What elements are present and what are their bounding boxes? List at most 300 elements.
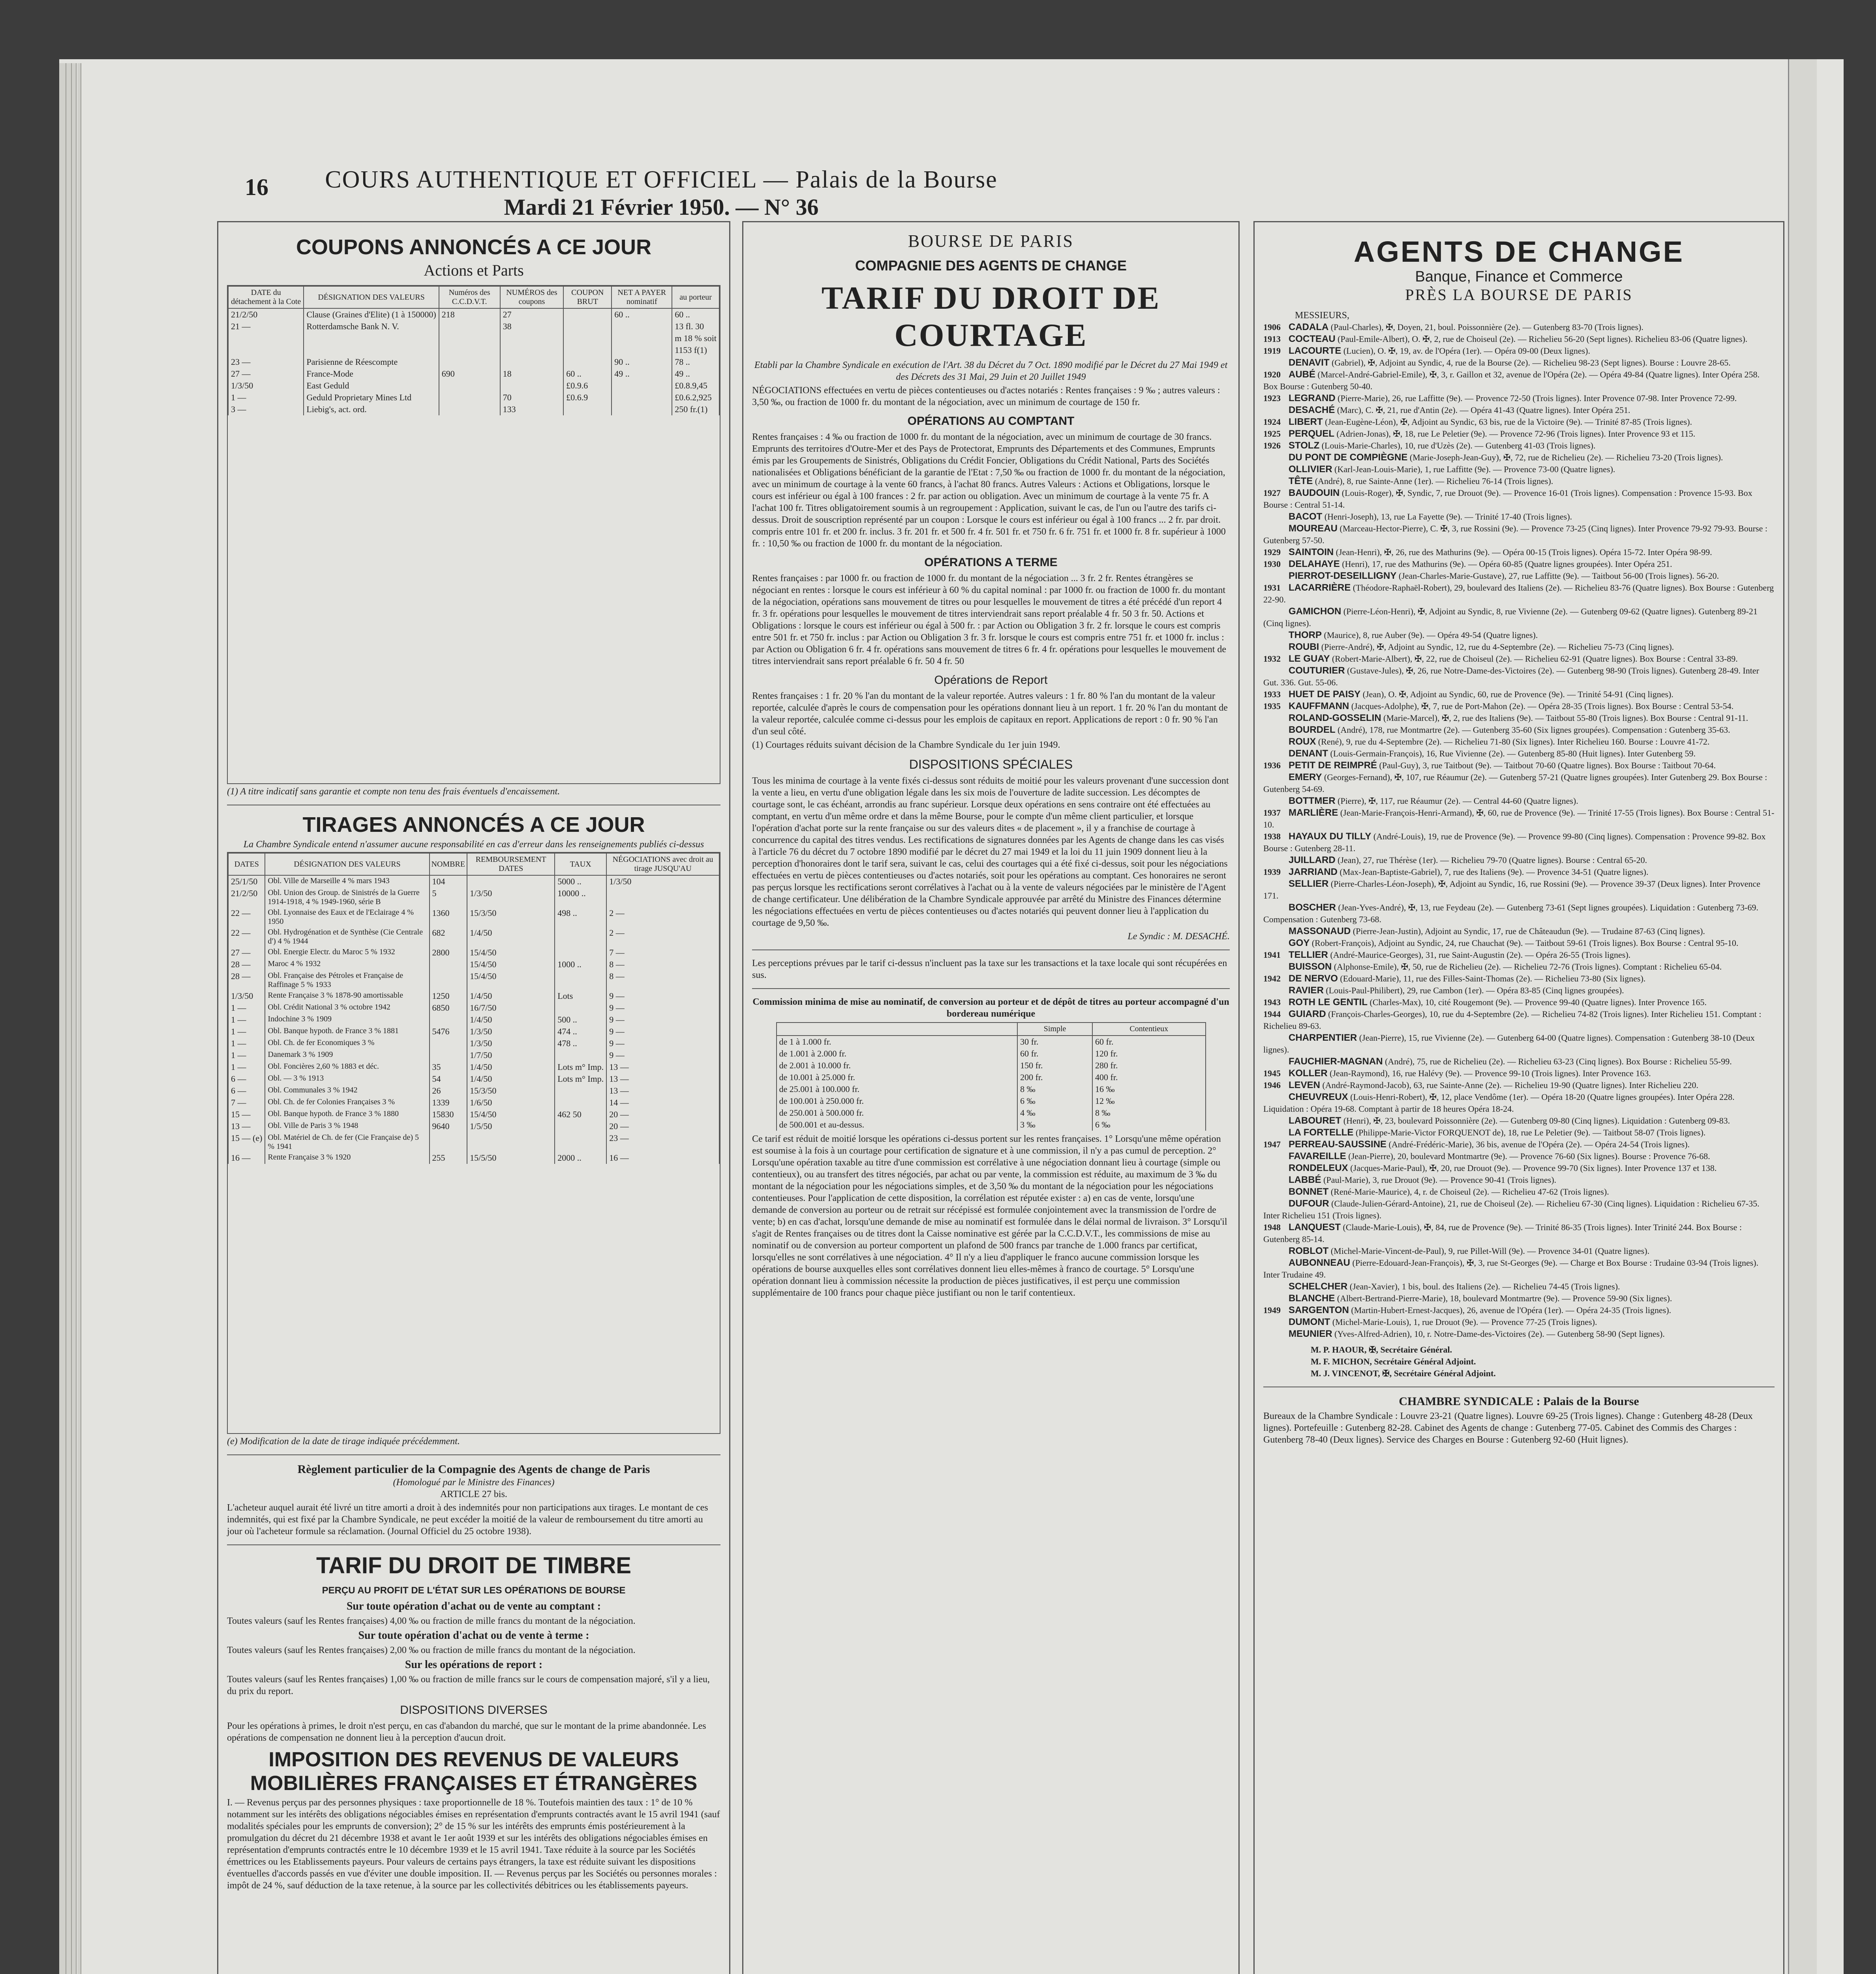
- agent-details: (Albert-Bertrand-Pierre-Marie), 18, boulevard Montmartre (9e). — Provence 59-90 (Six lignes).: [1337, 1293, 1672, 1303]
- right-column: [1253, 221, 1784, 1974]
- coupons-table: [228, 286, 720, 415]
- coupons-col-header: COUPON BRUT: [563, 286, 612, 308]
- agent-name: ROBLOT: [1289, 1246, 1329, 1256]
- agent-details: (Robert-François), Adjoint au Syndic, 24, rue Chauchat (9e). — Taitbout 59-61 (Trois lignes). Box Bourse : Central 95-10.: [1311, 938, 1739, 948]
- table-cell: [439, 344, 500, 356]
- table-cell: 8 —: [606, 970, 719, 990]
- table-cell: [563, 344, 612, 356]
- agent-name: KOLLER: [1289, 1068, 1328, 1079]
- agent-entry: [1263, 724, 1775, 736]
- table-cell: [430, 959, 467, 970]
- agent-entry: [1263, 807, 1775, 831]
- agent-name: DENANT: [1289, 748, 1328, 759]
- table-row: [228, 1073, 719, 1085]
- table-cell: [430, 1014, 467, 1026]
- agent-entry: [1263, 1245, 1775, 1257]
- table-cell: 16 ‰: [1092, 1083, 1205, 1095]
- agent-entry: [1263, 902, 1775, 925]
- agent-entry: [1263, 1150, 1775, 1162]
- agent-details: (Claude-Julien-Gérard-Antoine), 21, rue de Choiseul (2e). — Richelieu 67-30 (Cinq lignes). Liquidation : Richelieu 67-35. Inter Richelieu 151 (Trois lignes).: [1263, 1199, 1760, 1220]
- table-cell: 218: [439, 308, 500, 321]
- agent-entry: [1263, 1079, 1775, 1091]
- agent-entry: [1263, 985, 1775, 996]
- agent-entry: [1263, 866, 1775, 878]
- table-cell: [430, 1049, 467, 1061]
- table-cell: £0.8.9,45: [672, 380, 719, 392]
- table-cell: 5: [430, 888, 467, 907]
- table-cell: de 1 à 1.000 fr.: [777, 1036, 1018, 1048]
- agent-name: LEVEN: [1289, 1080, 1321, 1090]
- commission-text: Ce tarif est réduit de moitié lorsque les opérations ci-dessus portent sur les rentes françaises. 1° Lorsqu'une même opération est soumise à la fois à un courtage pour certification de signature et à une commission, il n'y a pas cumul de perception. 2° Lorsqu'une opération taxable au titre d'une commission est corrélative à une négociation donnant lieu à courtage (simple ou contentieux), ou au transfert des titres négociés, par achat ou par vente, la commission est réduite, au maximum de 3 ‰ du montant de la négociation pour les négociations simples, et de 3,50 ‰ du montant de la négociation pour les négociations contentieuses. Pour l'application de cette disposition, la corrélation est réputée exister : a) en cas de vente, lorsqu'une demande de conversion au porteur ou de retrait sur récépissé est formulée conjointement avec la transmission de l'ordre de vente; b) en cas d'achat, lorsqu'une demande de mise au nominatif est formulée dans le délai normal de livraison. 3° Lorsqu'il s'agit de Rentes françaises ou de titres dont la Caisse nominative est gérée par la C.C.D.V.T., les commissions de mise au nominatif ou de conversion au porteur comportent un plafond de 500 francs par tranche de 1.000 francs par certificat, lorsqu'elles ne sont corrélatives à une négociation. 4° Il n'y a lieu d'appliquer le franco aucune commission lorsque les opérations de bourse auxquelles elles sont corrélatives donnent lieu elles-mêmes à franco de courtage. 5° Lorsqu'une opération donnant lieu à commission nécessite la production de pièces justificatives, il est perçu une commission supplémentaire de 100 francs pour chaque pièce justifiant ou non le tarif contentieux.: [752, 1134, 1227, 1298]
- agent-name: DE NERVO: [1289, 973, 1338, 984]
- agent-details: (Théodore-Raphaël-Robert), 29, boulevard des Italiens (2e). — Richelieu 83-76 (Quatre lignes). Box Bourse : Gutenberg 22-90.: [1263, 583, 1774, 604]
- table-cell: [439, 356, 500, 368]
- agent-name: PETIT DE REIMPRÉ: [1289, 760, 1377, 771]
- agent-name: HUET DE PAISY: [1289, 689, 1361, 700]
- table-cell: [500, 380, 564, 392]
- table-cell: 1/7/50: [467, 1049, 555, 1061]
- table-cell: 15/4/50: [467, 959, 555, 970]
- agent-entry: [1263, 748, 1775, 760]
- table-cell: 60 ..: [563, 368, 612, 380]
- table-cell: [563, 403, 612, 415]
- table-row: [228, 380, 719, 392]
- table-cell: Liebig's, act. ord.: [304, 403, 439, 415]
- tirages-col-header: REMBOURSEMENT DATES: [467, 853, 555, 875]
- agent-details: (Max-Jean-Baptiste-Gabriel), 7, rue des Italiens (9e). — Provence 34-51 (Quatre lignes).: [1339, 867, 1649, 877]
- agent-entry: [1263, 1139, 1775, 1150]
- agent-details: (Paul-Emile-Albert), O. ✠, 2, rue de Choiseul (2e). — Richelieu 56-20 (Sept lignes). Richelieu 83-06 (Quatre lignes).: [1338, 334, 1748, 344]
- agent-entry: [1263, 546, 1775, 558]
- table-cell: Obl. Banque hypoth. de France 3 % 1880: [265, 1109, 429, 1120]
- table-cell: 462 50: [555, 1109, 606, 1120]
- courtage-note: (1) Courtages réduits suivant décision de la Chambre Syndicale du 1er juin 1949.: [752, 740, 1060, 750]
- tirages-col-header: DÉSIGNATION DES VALEURS: [265, 853, 429, 875]
- agent-details: (Lucien), O. ✠, 19, av. de l'Opéra (1er). — Opéra 09-00 (Deux lignes).: [1343, 346, 1590, 356]
- agent-name: ROTH LE GENTIL: [1289, 997, 1368, 1008]
- table-cell: 18: [500, 368, 564, 380]
- table-cell: [500, 344, 564, 356]
- table-cell: Rente Française 3 % 1878-90 amortissable: [265, 990, 429, 1002]
- agent-name: LIBERT: [1289, 417, 1323, 427]
- table-cell: Parisienne de Réescompte: [304, 356, 439, 368]
- timbre-item-text: Toutes valeurs (sauf les Rentes françaises) 1,00 ‰ ou fraction de mille francs sur le cours de compensation majoré, s'il y a lieu, du prix du report.: [227, 1674, 710, 1696]
- agent-year: 1941: [1263, 950, 1281, 960]
- table-cell: 1/4/50: [467, 1014, 555, 1026]
- tirages-col-header: DATES: [228, 853, 265, 875]
- table-cell: Obl. Crédit National 3 % octobre 1942: [265, 1002, 429, 1014]
- table-cell: 20 —: [606, 1109, 719, 1120]
- agent-entry: [1263, 440, 1775, 452]
- agent-entry: [1263, 629, 1775, 641]
- tirages-table: [228, 853, 720, 1164]
- table-cell: 7 —: [606, 947, 719, 959]
- agent-details: (André), 75, rue de Richelieu (2e). — Richelieu 63-23 (Cinq lignes). Box Bourse : Richelieu 55-99.: [1385, 1056, 1732, 1066]
- agent-name: OLLIVIER: [1289, 464, 1332, 475]
- table-cell: 9 —: [606, 1049, 719, 1061]
- table-cell: [555, 1085, 606, 1097]
- table-cell: 15830: [430, 1109, 467, 1120]
- table-cell: [430, 1132, 467, 1152]
- table-cell: 60 ..: [672, 308, 719, 321]
- agent-name: LEGRAND: [1289, 393, 1336, 403]
- agent-details: (Jean-Pierre), 20, boulevard Montmartre (9e). — Provence 76-60 (Six lignes). Bourse : Provence 76-68.: [1348, 1151, 1710, 1161]
- agent-entry: [1263, 333, 1775, 345]
- page-edge: [59, 63, 66, 1974]
- tirages-title: TIRAGES ANNONCÉS A CE JOUR: [302, 813, 645, 837]
- agent-entry: [1263, 760, 1775, 771]
- table-row: [228, 1152, 719, 1164]
- agent-name: COUTURIER: [1289, 665, 1345, 676]
- table-row: [228, 1097, 719, 1109]
- table-cell: 25/1/50: [228, 875, 265, 888]
- coupons-title: COUPONS ANNONCÉS A CE JOUR: [296, 235, 652, 259]
- table-cell: 38: [500, 321, 564, 332]
- comptant-title: OPÉRATIONS AU COMPTANT: [907, 415, 1075, 428]
- agent-details: (Marie-Marcel), ✠, 2, rue des Italiens (9e). — Taitbout 55-80 (Trois lignes). Box Bourse : Central 91-11.: [1383, 713, 1748, 723]
- agent-details: (Paul-Guy), 3, rue Taitbout (9e). — Taitbout 70-60 (Quatre lignes). Box Bourse : Taitbout 70-64.: [1379, 760, 1716, 770]
- dispositions-text: Tous les minima de courtage à la vente fixés ci-dessus sont réduits de moitié pour les valeurs provenant d'une succession dont la vente a lieu, en vertu d'une obligation légale dans les six mois de l'ouverture de ladite succession. Les décomptes de courtage sont, le cas échéant, arrondis au franc supérieur. Lorsque deux opérations en sens contraire ont été effectuées au comptant, en vertu d'un même ordre et dans la même Bourse, pour le compte d'un même client particulier, et lorsque l'opération d'achat porte sur la rente française ou sur des valeurs dites « de placement », il y a franchise de courtage à concurrence du capital des titres vendus. Les rectifications de signatures données par les Agents de change dans les cas visés à l'article 76 du décret du 7 octobre 1890 modifié par le décret du 27 mai 1949 et la loi du 11 juin 1909 donnent lieu à la perception d'honoraires dont le tarif sera, suivant le cas, celui des courtages qui a été fixé ci-dessus, soit pour les négociations effectuées en vertu de pièces contentieuses ou d'actes notariés, soit pour les opérations au comptant. Ces honoraires ne seront pas perçus lorsque les rectifications seront corrélatives à l'achat ou à la vente de valeurs négociées par le ministère de l'Agent de change certificateur. Une délibération de la Chambre Syndicale approuvée par arrêté du Ministre des Finances détermine les négociations effectuées en vertu de pièces contentieuses ou d'actes notariés qui peuvent donner lieu à l'application du courtage de 9,50 ‰.: [752, 776, 1229, 928]
- report-title: Opérations de Report: [934, 674, 1048, 687]
- table-cell: Obl. Hydrogénation et de Synthèse (Cie Centrale d') 4 % 1944: [265, 927, 429, 947]
- agents-list: [1263, 321, 1775, 1340]
- table-cell: 15/4/50: [467, 947, 555, 959]
- table-cell: 5000 ..: [555, 875, 606, 888]
- agent-year: 1936: [1263, 760, 1281, 770]
- table-cell: [612, 321, 672, 332]
- table-cell: 14 —: [606, 1097, 719, 1109]
- agent-details: (André-Maurice-Georges), 31, rue Saint-Augustin (2e). — Opéra 26-55 (Trois lignes).: [1330, 950, 1631, 960]
- coupons-note: (1) A titre indicatif sans garantie et compte non tenu des frais éventuels d'encaissement.: [227, 786, 560, 797]
- agent-name: TÊTE: [1289, 476, 1313, 486]
- table-cell: [555, 927, 606, 947]
- agents-sub1: Banque, Finance et Commerce: [1415, 268, 1623, 285]
- agent-details: (Jean-Xavier), 1 bis, boul. des Italiens (2e). — Richelieu 74-45 (Trois lignes).: [1349, 1282, 1620, 1291]
- table-cell: 60 fr.: [1017, 1048, 1092, 1060]
- agent-year: 1930: [1263, 559, 1281, 569]
- table-cell: 2 —: [606, 927, 719, 947]
- agent-year: 1938: [1263, 831, 1281, 841]
- agent-details: (Pierre-Charles-Léon-Joseph), ✠, Adjoint au Syndic, 16, rue Rossini (9e). — Provence 39-37 (Deux lignes). Inter Provence 171.: [1263, 879, 1761, 901]
- table-cell: Indochine 3 % 1909: [265, 1014, 429, 1026]
- table-cell: 9 —: [606, 1014, 719, 1026]
- agent-details: (Pierre-Léon-Henri), ✠, Adjoint au Syndic, 8, rue Vivienne (2e). — Gutenberg 09-62 (Quatre lignes). Gutenberg 89-21 (Cinq lignes).: [1263, 606, 1758, 628]
- agent-entry: [1263, 487, 1775, 511]
- table-cell: Obl. Ville de Paris 3 % 1948: [265, 1120, 429, 1132]
- agent-details: (Pierre-Marie), 26, rue Laffitte (9e). — Provence 72-50 (Trois lignes). Inter Provence 07-98. Inter Provence 72-99.: [1338, 393, 1737, 403]
- table-row: [777, 1036, 1206, 1048]
- table-row: [228, 907, 719, 927]
- agent-entry: [1263, 665, 1775, 689]
- table-cell: 280 fr.: [1092, 1060, 1205, 1071]
- agent-name: MASSONAUD: [1289, 926, 1351, 936]
- table-row: [228, 888, 719, 907]
- agent-name: MEUNIER: [1289, 1329, 1332, 1339]
- table-cell: Lots m° Imp.: [555, 1061, 606, 1073]
- table-cell: [439, 332, 500, 344]
- table-row: [228, 332, 719, 344]
- agent-entry: [1263, 1068, 1775, 1079]
- agent-entry: [1263, 1281, 1775, 1293]
- table-row: [228, 947, 719, 959]
- table-cell: East Geduld: [304, 380, 439, 392]
- agent-name: BOURDEL: [1289, 724, 1336, 735]
- table-row: [228, 392, 719, 403]
- agent-name: PERQUEL: [1289, 428, 1335, 439]
- agent-name: THORP: [1289, 630, 1322, 640]
- agent-name: GOY: [1289, 938, 1310, 948]
- table-cell: Obl. Française des Pétroles et Française de Raffinage 5 % 1933: [265, 970, 429, 990]
- table-row: [228, 1026, 719, 1038]
- agent-name: ROUX: [1289, 736, 1316, 747]
- reglement-article: ARTICLE 27 bis.: [440, 1489, 507, 1499]
- table-cell: de 250.001 à 500.000 fr.: [777, 1107, 1018, 1119]
- agent-name: BLANCHE: [1289, 1293, 1335, 1304]
- agent-details: (Jean-Yves-André), ✠, 13, rue Feydeau (2e). — Gutenberg 73-61 (Sept lignes groupées). Liquidation : Gutenberg 73-69. Compensation : Gutenberg 73-68.: [1263, 903, 1758, 924]
- table-cell: 60 ..: [612, 308, 672, 321]
- table-cell: Obl. Energie Electr. du Maroc 5 % 1932: [265, 947, 429, 959]
- agent-name: DELAHAYE: [1289, 559, 1340, 569]
- table-row: [228, 1109, 719, 1120]
- agent-name: LACARRIÈRE: [1289, 582, 1351, 593]
- agent-year: 1949: [1263, 1305, 1281, 1315]
- table-row: [228, 344, 719, 356]
- timbre-item-heading: Sur toute opération d'achat ou de vente à terme :: [358, 1629, 589, 1642]
- agent-details: (Michel-Marie-Vincent-de-Paul), 9, rue Pillet-Will (9e). — Provence 34-01 (Quatre lignes).: [1330, 1246, 1650, 1256]
- secretary-entry: M. F. MICHON, Secrétaire Général Adjoint.: [1311, 1357, 1476, 1366]
- courtage-title: TARIF DU DROIT DE COURTAGE: [821, 280, 1161, 353]
- agent-entry: [1263, 961, 1775, 973]
- agent-details: (Jean-Charles-Marie-Gustave), 27, rue Laffitte (9e). — Taitbout 56-00 (Trois lignes). 56-20.: [1398, 571, 1719, 581]
- table-cell: [228, 332, 304, 344]
- agent-entry: [1263, 428, 1775, 440]
- secretary-entry: M. P. HAOUR, ✠, Secrétaire Général.: [1311, 1345, 1452, 1355]
- table-cell: Geduld Proprietary Mines Ltd: [304, 392, 439, 403]
- agent-name: FAVAREILLE: [1289, 1151, 1346, 1162]
- table-cell: [612, 380, 672, 392]
- agent-year: 1945: [1263, 1068, 1281, 1078]
- timbre-item-text: Toutes valeurs (sauf les Rentes françaises) 2,00 ‰ ou fraction de mille francs du montant de la négociation.: [227, 1645, 636, 1655]
- agent-name: SAINTOIN: [1289, 547, 1334, 557]
- table-cell: 1 —: [228, 1002, 265, 1014]
- agent-name: LANQUEST: [1289, 1222, 1341, 1233]
- table-cell: 16 —: [228, 1152, 265, 1164]
- table-cell: £0.6.9: [563, 392, 612, 403]
- table-row: [777, 1119, 1206, 1131]
- table-cell: Obl. Communales 3 % 1942: [265, 1085, 429, 1097]
- table-cell: 6 —: [228, 1085, 265, 1097]
- agent-details: (Martin-Hubert-Ernest-Jacques), 26, avenue de l'Opéra (1er). — Opéra 24-35 (Trois lignes).: [1351, 1305, 1672, 1315]
- agent-details: (André-Louis), 19, rue de Provence (9e). — Provence 99-80 (Cinq lignes). Compensation : Provence 99-82. Box Bourse : Gutenberg 28-11.: [1263, 831, 1766, 853]
- timbre-title: TARIF DU DROIT DE TIMBRE: [316, 1553, 631, 1578]
- agent-name: AUBÉ: [1289, 369, 1316, 380]
- table-cell: 1/3/50: [467, 1026, 555, 1038]
- agent-name: LABBÉ: [1289, 1175, 1321, 1185]
- table-cell: de 25.001 à 100.000 fr.: [777, 1083, 1018, 1095]
- table-cell: 104: [430, 875, 467, 888]
- agent-name: DUFOUR: [1289, 1198, 1329, 1209]
- table-cell: 250 fr.(1): [672, 403, 719, 415]
- table-cell: 9 —: [606, 1026, 719, 1038]
- agent-year: 1927: [1263, 488, 1281, 498]
- agent-name: RONDELEUX: [1289, 1163, 1348, 1173]
- table-cell: 28 —: [228, 970, 265, 990]
- messieurs-label: MESSIEURS,: [1295, 310, 1350, 321]
- table-cell: 16 —: [606, 1152, 719, 1164]
- agent-year: 1906: [1263, 322, 1281, 332]
- agent-entry: [1263, 641, 1775, 653]
- timbre-item-heading: Sur toute opération d'achat ou de vente au comptant :: [346, 1600, 601, 1612]
- table-cell: £0.9.6: [563, 380, 612, 392]
- agent-name: LABOURET: [1289, 1115, 1341, 1126]
- table-cell: 1/5/50: [467, 1120, 555, 1132]
- table-cell: [467, 875, 555, 888]
- agent-name: SELLIER: [1289, 878, 1329, 889]
- table-cell: [606, 888, 719, 907]
- agent-details: (Jean), 27, rue Thérèse (1er). — Richelieu 79-70 (Quatre lignes). Bourse : Central 65-20.: [1338, 855, 1647, 865]
- table-cell: 26: [430, 1085, 467, 1097]
- agent-entry: [1263, 452, 1775, 463]
- agent-entry: [1263, 1174, 1775, 1186]
- table-cell: Clause (Graines d'Elite) (1 à 150000): [304, 308, 439, 321]
- table-cell: 1 —: [228, 1049, 265, 1061]
- table-cell: 1 —: [228, 1061, 265, 1073]
- agent-name: BOTTMER: [1289, 796, 1336, 806]
- agent-details: (Alphonse-Emile), ✠, 50, rue de Richelieu (2e). — Richelieu 72-76 (Trois lignes). Comptant : Richelieu 65-04.: [1334, 962, 1722, 972]
- page-edge: [72, 63, 77, 1974]
- table-cell: 21/2/50: [228, 888, 265, 907]
- table-cell: 15/4/50: [467, 970, 555, 990]
- agent-name: GAMICHON: [1289, 606, 1341, 617]
- table-cell: 70: [500, 392, 564, 403]
- coupons-col-header: au porteur: [672, 286, 719, 308]
- agent-name: COCTEAU: [1289, 334, 1336, 344]
- table-cell: 1/3/50: [467, 1038, 555, 1049]
- agent-name: CHEUVREUX: [1289, 1092, 1348, 1102]
- table-cell: Maroc 4 % 1932: [265, 959, 429, 970]
- agent-details: (François-Charles-Georges), 10, rue du 4-Septembre (2e). — Richelieu 74-82 (Trois lignes). Inter Richelieu 151. Comptant : Richelieu 89-63.: [1263, 1009, 1762, 1031]
- commission-table: [776, 1022, 1206, 1131]
- table-cell: 1/4/50: [467, 990, 555, 1002]
- agent-entry: [1263, 463, 1775, 475]
- terme-title: OPÉRATIONS A TERME: [924, 556, 1058, 569]
- reglement-text: L'acheteur auquel aurait été livré un titre amorti a droit à des indemnités pour non participations aux tirages. Le montant de ces indemnités, qui est fixé par la Chambre Syndicale, ne peut excéder la moitié de la valeur de remboursement du titre amorti au jour où l'acheteur formule sa réclamation. (Journal Officiel du 25 octobre 1938).: [227, 1503, 708, 1537]
- agent-entry: [1263, 771, 1775, 795]
- agent-name: CHARPENTIER: [1289, 1032, 1357, 1043]
- table-cell: 15 —: [228, 1109, 265, 1120]
- table-cell: 8 ‰: [1092, 1107, 1205, 1119]
- table-cell: [612, 344, 672, 356]
- table-cell: [500, 332, 564, 344]
- table-row: [228, 990, 719, 1002]
- agent-year: 1944: [1263, 1009, 1281, 1019]
- dispositions-title: DISPOSITIONS SPÉCIALES: [909, 757, 1073, 771]
- table-cell: [612, 392, 672, 403]
- table-cell: 1 —: [228, 1026, 265, 1038]
- agent-year: 1926: [1263, 441, 1281, 450]
- agent-entry: [1263, 937, 1775, 949]
- tirages-col-header: TAUX: [555, 853, 606, 875]
- table-cell: 23 —: [606, 1132, 719, 1152]
- tirages-subtitle: La Chambre Syndicale entend n'assumer aucune responsabilité en cas d'erreur dans les renseignements publiés ci-dessus: [243, 839, 704, 850]
- table-cell: Lots m° Imp.: [555, 1073, 606, 1085]
- table-cell: 7 —: [228, 1097, 265, 1109]
- tirages-table-wrap: [227, 852, 720, 1434]
- table-cell: 54: [430, 1073, 467, 1085]
- table-cell: Obl. Ch. de fer Colonies Françaises 3 %: [265, 1097, 429, 1109]
- table-cell: 15/3/50: [467, 907, 555, 927]
- courtage-nego: NÉGOCIATIONS effectuées en vertu de pièces contentieuses ou d'actes notariés : Rentes françaises : 9 ‰ ; autres valeurs : 3,50 ‰, ou fraction de 1000 fr. du montant de la négociation, avec un minimum de courtage de 150 fr.: [752, 385, 1220, 407]
- table-cell: [304, 332, 439, 344]
- agent-details: (Marc), C. ✠, 21, rue d'Antin (2e). — Opéra 41-43 (Quatre lignes). Inter Opéra 251.: [1337, 405, 1630, 415]
- table-row: [228, 356, 719, 368]
- agent-year: 1933: [1263, 689, 1281, 699]
- coupons-col-header: NET A PAYER nominatif: [612, 286, 672, 308]
- table-cell: [439, 403, 500, 415]
- commission-title: Commission minima de mise au nominatif, de conversion au porteur et de dépôt de titres au porteur accompagné d'un bordereau numérique: [752, 997, 1229, 1019]
- header-line-2: Mardi 21 Février 1950. — N° 36: [504, 194, 819, 220]
- agent-entry: [1263, 854, 1775, 866]
- tirages-col-header: NÉGOCIATIONS avec droit au tirage JUSQU'AU: [606, 853, 719, 875]
- commission-col-header: Contentieux: [1092, 1023, 1205, 1036]
- table-cell: 5476: [430, 1026, 467, 1038]
- table-cell: 13 —: [228, 1120, 265, 1132]
- agent-name: EMERY: [1289, 772, 1322, 782]
- agent-details: (Pierre-Edouard-Jean-François), ✠, 3, rue St-Georges (9e). — Charge et Box Bourse : Trudaine 03-94 (Trois lignes). Inter Trudaine 49.: [1263, 1258, 1759, 1280]
- table-cell: 200 fr.: [1017, 1071, 1092, 1083]
- agent-name: ROUBI: [1289, 642, 1319, 652]
- imposition-title: IMPOSITION DES REVENUS DE VALEURS MOBILIÈRES FRANÇAISES ET ÉTRANGÈRES: [250, 1748, 698, 1795]
- table-cell: 8 —: [606, 959, 719, 970]
- table-cell: 1000 ..: [555, 959, 606, 970]
- table-cell: Obl. Ch. de fer Economiques 3 %: [265, 1038, 429, 1049]
- agent-entry: [1263, 606, 1775, 629]
- table-cell: de 2.001 à 10.000 fr.: [777, 1060, 1018, 1071]
- timbre-items: [227, 1599, 720, 1697]
- agent-entry: [1263, 416, 1775, 428]
- table-row: [777, 1048, 1206, 1060]
- agent-year: 1948: [1263, 1222, 1281, 1232]
- agent-entry: [1263, 1091, 1775, 1115]
- agent-entry: [1263, 1304, 1775, 1316]
- agent-details: (Jean-Marie-François-Henri-Armand), ✠, 60, rue de Provence (9e). — Trinité 17-55 (Trois lignes). Box Bourse : Central 51-10.: [1263, 808, 1775, 829]
- agent-entry: [1263, 475, 1775, 487]
- table-cell: 13 —: [606, 1061, 719, 1073]
- agent-name: SCHELCHER: [1289, 1281, 1348, 1292]
- table-cell: 9640: [430, 1120, 467, 1132]
- agent-details: (Michel-Marie-Louis), 1, rue Drouot (9e). — Provence 77-25 (Trois lignes).: [1332, 1317, 1597, 1327]
- agent-details: (Henri-Joseph), 13, rue La Fayette (9e). — Trinité 17-40 (Trois lignes).: [1324, 512, 1572, 522]
- table-cell: 23 —: [228, 356, 304, 368]
- agent-entry: [1263, 558, 1775, 570]
- tirages-note: (e) Modification de la date de tirage indiquée précédemment.: [227, 1436, 460, 1447]
- agent-details: (Louis-Roger), ✠, Syndic, 7, rue Drouot (9e). — Provence 16-01 (Trois lignes). Compensation : Provence 15-93. Box Bourse : Central 51-14.: [1263, 488, 1752, 510]
- table-cell: de 10.001 à 25.000 fr.: [777, 1071, 1018, 1083]
- agent-name: FAUCHIER-MAGNAN: [1289, 1056, 1383, 1067]
- agent-entry: [1263, 1328, 1775, 1340]
- agent-name: STOLZ: [1289, 440, 1320, 451]
- table-row: [777, 1060, 1206, 1071]
- agent-name: KAUFFMANN: [1289, 701, 1349, 711]
- agent-entry: [1263, 1032, 1775, 1056]
- agent-entry: [1263, 1008, 1775, 1032]
- table-row: [228, 1014, 719, 1026]
- agent-name: BUISSON: [1289, 961, 1332, 972]
- page-header: [237, 166, 1086, 220]
- table-cell: 3 —: [228, 403, 304, 415]
- agent-details: (Louis-Paul-Philibert), 29, rue Cambon (1er). — Opéra 83-85 (Cinq lignes groupées).: [1326, 985, 1624, 995]
- agent-entry: [1263, 712, 1775, 724]
